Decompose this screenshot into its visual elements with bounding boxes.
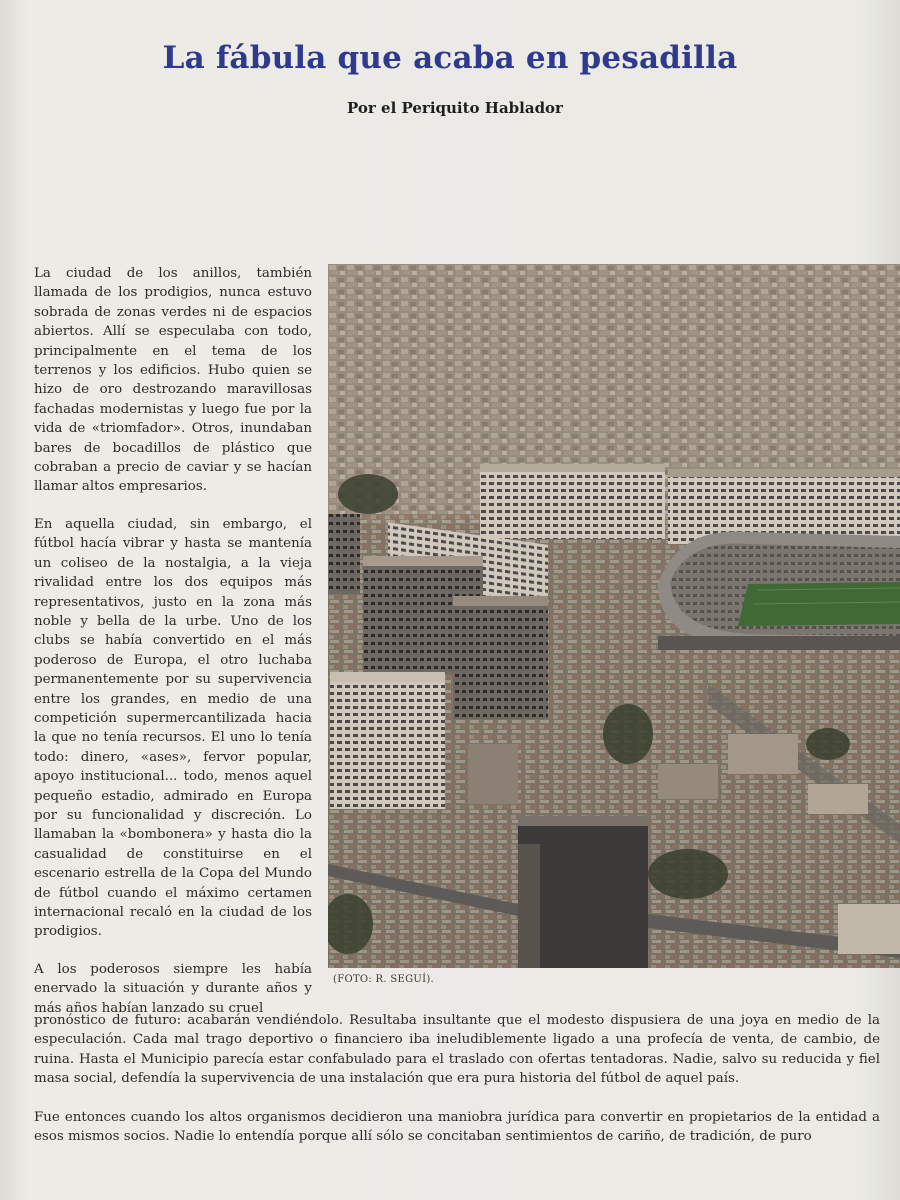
paragraph-1: La ciudad de los anillos, también llamada de los prodigios, nunca estuvo sobrada de zonas verdes ni de espacios abiertos. Allí se especulaba con todo, principalmente en el tema de los terrenos y los edificios. Hubo quien se hizo de oro destrozando maravillosas fachadas modernistas y luego fue por la vida de «triomfador». Otros, inundaban bares de bocadillos de plástico que cobraban a precio de caviar y se hacían llamar altos empresarios.	[34, 266, 312, 495]
paragraph-3-continued: pronóstico de futuro: acabarán vendiéndolo. Resultaba insultante que el modesto dispusiera de una joya en medio de la especulación. Cada mal trago deportivo o financiero iba ineludiblemente ligado a una profecía de venta, de cambio, de ruina. Hasta el Municipio parecía estar confabulado para el traslado con ofertas tentadoras. Nadie, salvo su reducida y fiel masa social, defendía la supervivencia de una instalación que era pura historia del fútbol de aquel país.	[34, 1013, 880, 1087]
text-column	[34, 264, 312, 1018]
aerial-city-stadium-photo	[328, 264, 900, 968]
full-width-text-2	[34, 1108, 880, 1147]
photo-caption: (FOTO: R. SEGUÍ).	[333, 974, 435, 985]
paragraph-2: En aquella ciudad, sin embargo, el fútbol hacía vibrar y hasta se mantenía un coliseo de la nostalgia, a la vieja rivalidad entre los dos equipos más representativos, justo en la zona más noble y bella de la urbe. Uno de los clubs se había convertido en el más poderoso de Europa, el otro luchaba permanentemente por su supervivencia entre los grandes, en medio de una competición supermercantilizada hacia la que no tenía recursos. El uno lo tenía todo: dinero, «ases», fervor popular, apoyo institucional... todo, menos aquel pequeño estadio, admirado en Europa por su funcionalidad y discreción. Lo llamaban la «bombonera» y hasta dio la casualidad de constituirse en el escenario estrella de la Copa del Mundo de fútbol cuando el máximo certamen internacional recaló en la ciudad de los prodigios.	[34, 516, 312, 940]
paragraph-3-start: A los poderosos siempre les había enervado la situación y durante años y más años habían lanzado su cruel	[34, 961, 312, 1016]
paragraph-4: Fue entonces cuando los altos organismos decidieron una maniobra jurídica para convertir en propietarios de la entidad a esos mismos socios. Nadie lo entendía porque allí sólo se concitaban sentimientos de cariño, de tradición, de puro	[34, 1110, 880, 1145]
article-title: La fábula que acaba en pesadilla	[162, 40, 738, 76]
article-byline: Por el Periquito Hablador	[347, 99, 563, 117]
full-width-text	[34, 1011, 880, 1089]
